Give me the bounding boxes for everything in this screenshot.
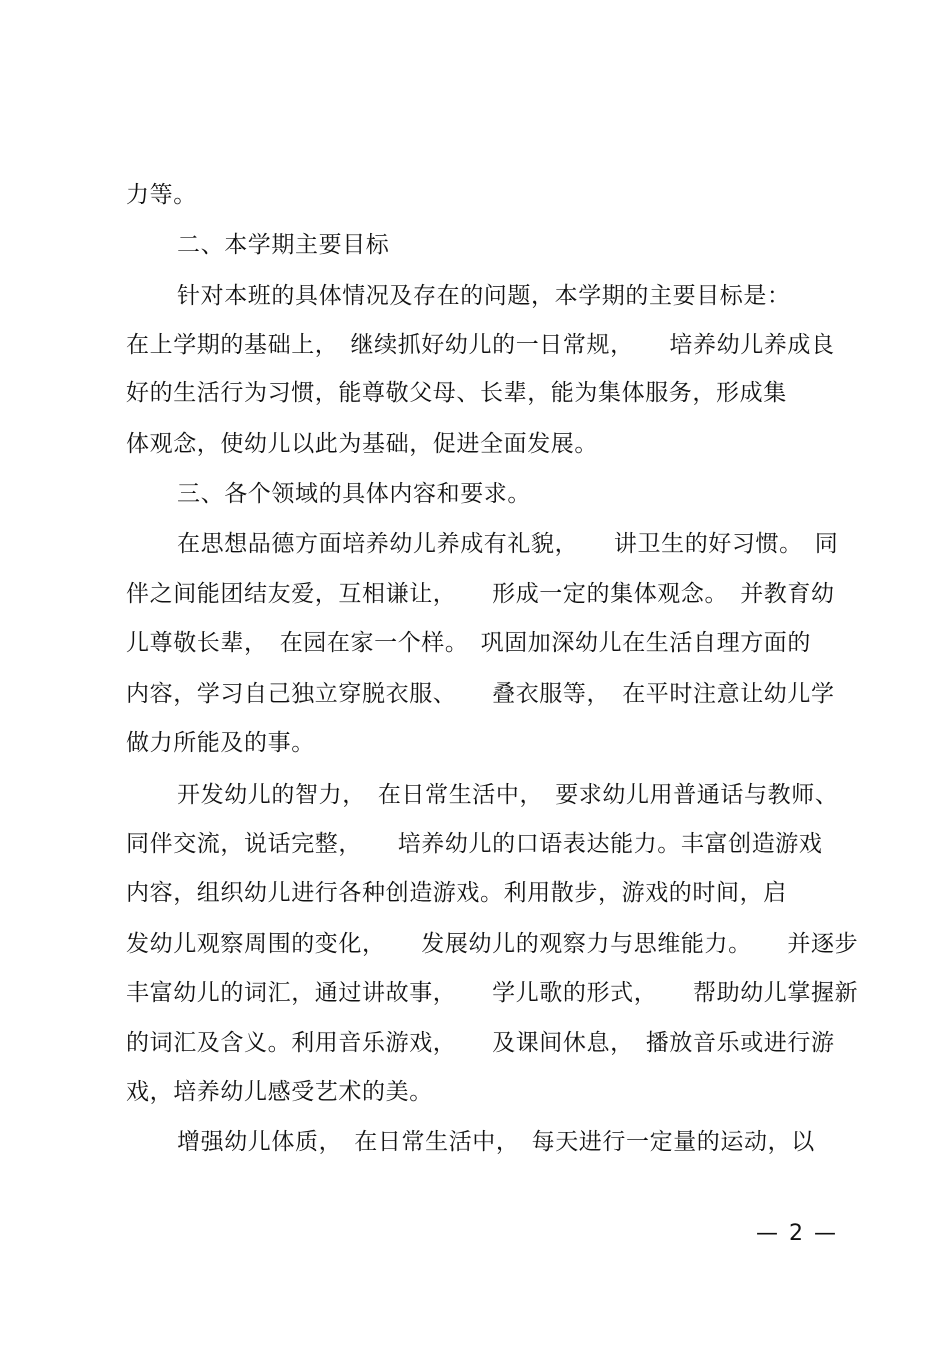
text-line: 伴之间能团结友爱，互相谦让， 形成一定的集体观念。 并教育幼 xyxy=(126,581,835,607)
text-line: 的词汇及含义。利用音乐游戏， 及课间休息， 播放音乐或进行游 xyxy=(126,1030,835,1056)
text-line: 体观念，使幼儿以此为基础，促进全面发展。 xyxy=(126,431,598,457)
text-line: 内容，组织幼儿进行各种创造游戏。利用散步，游戏的时间，启 xyxy=(126,880,787,906)
text-line: 内容，学习自己独立穿脱衣服、 叠衣服等， 在平时注意让幼儿学 xyxy=(126,681,835,707)
text-line: 力等。 xyxy=(126,182,197,208)
text-line: 开发幼儿的智力， 在日常生活中， 要求幼儿用普通话与教师、 xyxy=(177,782,839,808)
text-line: 戏，培养幼儿感受艺术的美。 xyxy=(126,1079,433,1105)
text-line: 儿尊敬长辈， 在园在家一个样。 巩固加深幼儿在生活自理方面的 xyxy=(126,630,811,656)
section-heading-content: 三、各个领域的具体内容和要求。 xyxy=(177,481,531,507)
text-line: 增强幼儿体质， 在日常生活中， 每天进行一定量的运动，以 xyxy=(177,1129,815,1155)
text-line: 同伴交流，说话完整， 培养幼儿的口语表达能力。丰富创造游戏 xyxy=(126,831,823,857)
text-line: 发幼儿观察周围的变化， 发展幼儿的观察力与思维能力。 并逐步 xyxy=(126,931,859,957)
text-line: 好的生活行为习惯，能尊敬父母、长辈，能为集体服务，形成集 xyxy=(126,380,787,406)
section-heading-goals: 二、本学期主要目标 xyxy=(177,232,390,258)
text-line: 丰富幼儿的词汇，通过讲故事， 学儿歌的形式， 帮助幼儿掌握新 xyxy=(126,980,859,1006)
text-line: 做力所能及的事。 xyxy=(126,730,315,756)
page-number: — 2 — xyxy=(756,1221,838,1246)
text-line: 针对本班的具体情况及存在的问题，本学期的主要目标是： xyxy=(177,283,791,309)
text-line: 在思想品德方面培养幼儿养成有礼貌， 讲卫生的好习惯。 同 xyxy=(177,531,839,557)
text-line: 在上学期的基础上， 继续抓好幼儿的一日常规， 培养幼儿养成良 xyxy=(126,332,835,358)
